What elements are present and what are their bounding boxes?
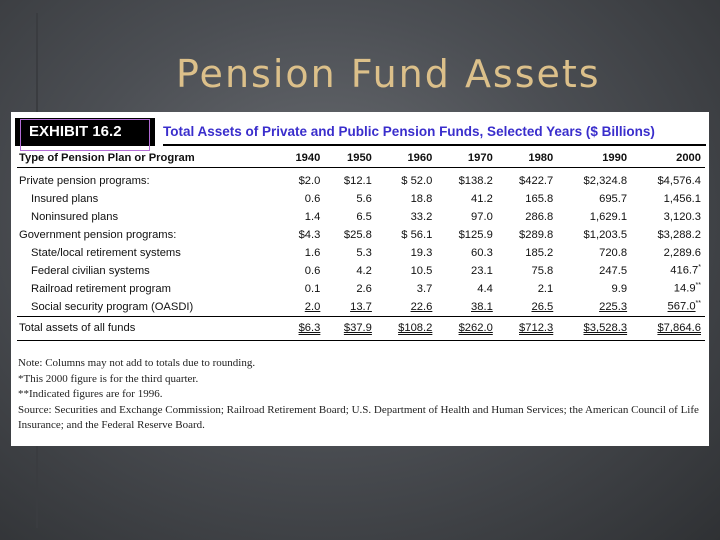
table-cell [631, 168, 705, 190]
table-cell [497, 244, 557, 262]
note-source: Source: Securities and Exchange Commission; Railroad Retirement Board; U.S. Department of Health and Human Services; the American Council of Life Insurance; and the Federal Reserve Board. [18, 403, 699, 431]
table-cell [436, 190, 496, 208]
table-cell [436, 208, 496, 226]
total-value: $712.3 [519, 322, 554, 334]
note-third-quarter: *This 2000 figure is for the third quarter. [18, 372, 199, 385]
cell-value: 75.8 [531, 264, 554, 277]
table-cell [324, 298, 376, 317]
cell-value: 41.2 [471, 192, 493, 205]
row-label: Private pension programs: [19, 174, 150, 187]
table-cell [631, 298, 705, 317]
cell-value: $2.0 [298, 174, 321, 187]
note-1996: **Indicated figures are for 1996. [18, 388, 163, 400]
footnote-marker: ** [695, 300, 701, 308]
cell-value: 23.1 [471, 264, 493, 277]
table-cell [436, 280, 496, 298]
cell-value: 2.6 [356, 282, 372, 295]
table-cell [631, 208, 705, 226]
table-cell [376, 244, 436, 262]
table-row [17, 280, 705, 298]
exhibit-header [15, 118, 706, 146]
total-label: Total assets of all funds [17, 316, 277, 340]
table-cell [277, 262, 324, 280]
cell-value: 1.6 [304, 246, 321, 259]
table-body [17, 168, 705, 341]
cell-value: 416.7 [670, 264, 699, 277]
table-cell [376, 168, 436, 190]
table-cell [557, 244, 631, 262]
table-cell [436, 226, 496, 244]
table-cell [436, 298, 496, 317]
cell-value: 567.0 [667, 300, 696, 313]
pension-assets-table [17, 148, 705, 341]
total-cell [277, 316, 324, 340]
table-cell [497, 262, 557, 280]
row-label: State/local retirement systems [31, 246, 181, 259]
cell-value: $ 52.0 [401, 174, 433, 187]
cell-value: 6.5 [356, 210, 372, 223]
cell-value: $1,203.5 [583, 228, 628, 241]
table-cell [631, 226, 705, 244]
cell-value: 0.6 [304, 264, 321, 277]
table-cell [324, 262, 376, 280]
table-cell [277, 226, 324, 244]
cell-value: $289.8 [519, 228, 554, 241]
footnote-marker: * [698, 264, 701, 272]
table-row [17, 226, 705, 244]
row-label: Social security program (OASDI) [31, 300, 194, 313]
cell-value: 26.5 [531, 300, 554, 313]
table-cell [376, 190, 436, 208]
cell-value: 38.1 [471, 300, 493, 313]
column-header: 1980 [497, 148, 557, 168]
table-cell [277, 298, 324, 317]
column-header: 1950 [324, 148, 376, 168]
table-cell [557, 226, 631, 244]
cell-value: 4.2 [356, 264, 372, 277]
table-cell [324, 208, 376, 226]
total-cell [324, 316, 376, 340]
table-cell [497, 298, 557, 317]
cell-value: 22.6 [410, 300, 433, 313]
cell-value: 0.1 [304, 282, 321, 295]
cell-value: 695.7 [599, 192, 628, 205]
total-value: $3,528.3 [583, 322, 628, 334]
cell-value: 33.2 [410, 210, 433, 223]
table-cell [376, 298, 436, 317]
row-label: Noninsured plans [31, 210, 119, 223]
table-cell [277, 208, 324, 226]
total-value: $262.0 [458, 322, 493, 334]
table-cell [376, 262, 436, 280]
cell-value: $422.7 [519, 174, 554, 187]
cell-value: 225.3 [599, 300, 628, 313]
cell-value: 3,120.3 [663, 210, 701, 223]
cell-value: 14.9 [673, 282, 696, 295]
cell-value: $4,576.4 [657, 174, 701, 187]
cell-value: 19.3 [410, 246, 433, 259]
cell-value: $12.1 [343, 174, 372, 187]
total-cell [376, 316, 436, 340]
cell-value: 1,629.1 [589, 210, 628, 223]
column-header: 1960 [376, 148, 436, 168]
cell-value: $4.3 [298, 228, 321, 241]
total-value: $6.3 [298, 322, 321, 334]
cell-value: $125.9 [458, 228, 493, 241]
cell-value: 4.4 [477, 282, 493, 295]
cell-value: 0.6 [304, 192, 321, 205]
cell-value: 3.7 [416, 282, 433, 295]
table-cell [631, 190, 705, 208]
table-cell [324, 168, 376, 190]
selection-outline [20, 119, 150, 151]
table-row [17, 168, 705, 190]
cell-value: 13.7 [350, 300, 372, 313]
cell-value: 185.2 [525, 246, 554, 259]
cell-value: 5.3 [356, 246, 372, 259]
column-header: 1940 [277, 148, 324, 168]
cell-value: 60.3 [471, 246, 493, 259]
table-cell [497, 168, 557, 190]
column-header: 1970 [436, 148, 496, 168]
table-notes [18, 356, 702, 434]
cell-value: $138.2 [458, 174, 493, 187]
total-cell [497, 316, 557, 340]
table-cell [376, 226, 436, 244]
table-cell [557, 190, 631, 208]
table-cell [557, 298, 631, 317]
total-value: $108.2 [398, 322, 433, 334]
row-label: Insured plans [31, 192, 99, 205]
cell-value: 9.9 [611, 282, 628, 295]
table-cell [557, 280, 631, 298]
column-header: Type of Pension Plan or Program [17, 148, 277, 168]
exhibit-label: EXHIBIT 16.2 [15, 118, 155, 146]
cell-value: 10.5 [410, 264, 433, 277]
table-cell [557, 262, 631, 280]
column-header: 2000 [631, 148, 705, 168]
note-rounding: Note: Columns may not add to totals due to rounding. [18, 357, 256, 369]
table-row [17, 190, 705, 208]
row-label: Railroad retirement program [31, 282, 171, 295]
cell-value: 1.4 [304, 210, 321, 223]
total-cell [631, 316, 705, 340]
total-value: $7,864.6 [657, 322, 701, 334]
table-cell [376, 280, 436, 298]
table-row [17, 208, 705, 226]
table-cell [436, 262, 496, 280]
cell-value: 247.5 [599, 264, 628, 277]
cell-value: 18.8 [410, 192, 433, 205]
cell-value: $3,288.2 [657, 228, 701, 241]
cell-value: 2.1 [537, 282, 554, 295]
total-cell [436, 316, 496, 340]
cell-value: 2,289.6 [663, 246, 701, 259]
table-cell [324, 190, 376, 208]
table-cell [497, 190, 557, 208]
table-cell [497, 280, 557, 298]
cell-value: 720.8 [599, 246, 628, 259]
row-label: Government pension programs: [19, 228, 177, 241]
table-cell [324, 280, 376, 298]
total-value: $37.9 [343, 322, 372, 334]
table-cell [436, 244, 496, 262]
slide-title: Pension Fund Assets [176, 52, 601, 96]
cell-value: 97.0 [471, 210, 493, 223]
cell-value: 286.8 [525, 210, 554, 223]
cell-value: $2,324.8 [583, 174, 628, 187]
table-row [17, 298, 705, 317]
cell-value: 2.0 [304, 300, 321, 313]
cell-value: 165.8 [525, 192, 554, 205]
table-cell [436, 168, 496, 190]
table-cell [631, 262, 705, 280]
total-cell [557, 316, 631, 340]
table-cell [277, 190, 324, 208]
table-cell [557, 208, 631, 226]
table-cell [277, 280, 324, 298]
table-cell [557, 168, 631, 190]
table-cell [631, 244, 705, 262]
table-cell [277, 244, 324, 262]
table-cell [324, 226, 376, 244]
table-cell [324, 244, 376, 262]
exhibit-title: Total Assets of Private and Public Pension Funds, Selected Years ($ Billions) [163, 118, 706, 146]
footnote-marker: ** [695, 282, 701, 290]
table-total-row [17, 316, 705, 340]
column-header: 1990 [557, 148, 631, 168]
cell-value: 5.6 [356, 192, 372, 205]
table-cell [631, 280, 705, 298]
table-row [17, 262, 705, 280]
table-cell [497, 226, 557, 244]
table-header-row [17, 148, 705, 168]
cell-value: 1,456.1 [663, 192, 701, 205]
table-cell [497, 208, 557, 226]
cell-value: $ 56.1 [401, 228, 433, 241]
table-row [17, 244, 705, 262]
table-cell [277, 168, 324, 190]
table-cell [376, 208, 436, 226]
row-label: Federal civilian systems [31, 264, 150, 277]
exhibit-document [11, 112, 709, 446]
cell-value: $25.8 [343, 228, 372, 241]
